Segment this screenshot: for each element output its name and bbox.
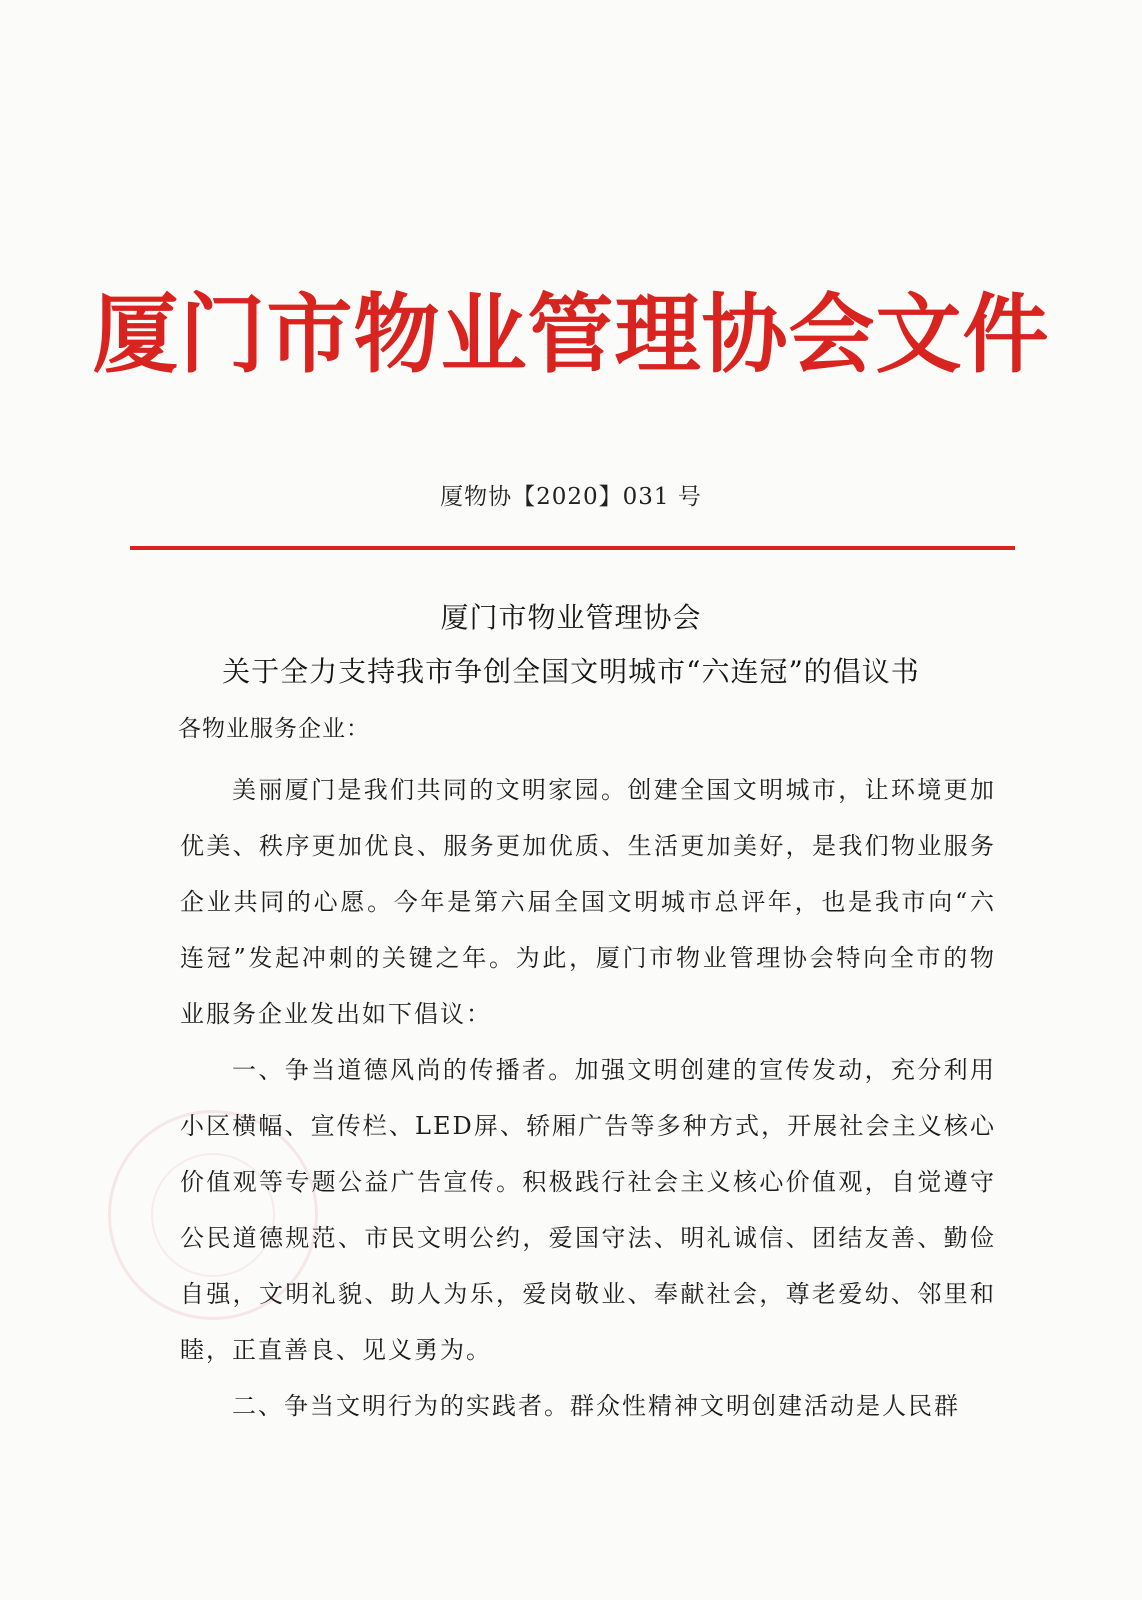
masthead-title: 厦门市物业管理协会文件 [92,284,1050,385]
salutation: 各物业服务企业： [178,716,370,742]
paragraph-point-two: 二、争当文明行为的实践者。群众性精神文明创建活动是人民群 [232,1392,960,1420]
paragraph-intro: 美丽厦门是我们共同的文明家园。创建全国文明城市，让环境更加优美、秩序更加优良、服务更加优质、生活更加美好，是我们物业服务企业共同的心愿。今年是第六届全国文明城市总评年，也是我市向“六连冠”发起冲刺的关键之年。为此，厦门市物业管理协会特向全市的物业服务企业发出如下倡议： [180,776,996,1028]
title-subject: 关于全力支持我市争创全国文明城市“六连冠”的倡议书 [222,655,920,688]
title-issuer: 厦门市物业管理协会 [440,601,702,634]
document-number: 厦物协【2020】031 号 [440,484,702,510]
red-divider-line [130,546,1015,550]
paragraph-point-one: 一、争当道德风尚的传播者。加强文明创建的宣传发动，充分利用小区横幅、宣传栏、LED屏、轿厢广告等多种方式，开展社会主义核心价值观等专题公益广告宣传。积极践行社会主义核心价值观，自觉遵守公民道德规范、市民文明公约，爱国守法、明礼诚信、团结友善、勤俭自强，文明礼貌、助人为乐，爱岗敬业、奉献社会，尊老爱幼、邻里和睦，正直善良、见义勇为。 [180,1056,996,1364]
